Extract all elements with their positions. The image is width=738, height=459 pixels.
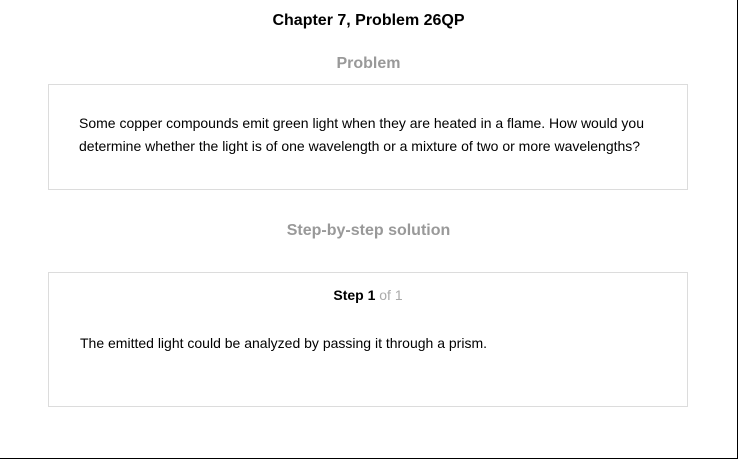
step-total: of 1 <box>379 287 403 303</box>
chapter-title: Chapter 7, Problem 26QP <box>272 12 465 29</box>
step-text: The emitted light could be analyzed by passing it through a prism. <box>80 335 488 351</box>
problem-heading: Problem <box>336 55 401 72</box>
problem-card <box>48 84 688 190</box>
problem-text: Some copper compounds emit green light when they are heated in a flame. How would you determine whether the light is of one wavelength or a mixture of two or more wavelengths? <box>79 115 644 154</box>
step-header <box>49 286 687 304</box>
solution-card <box>48 272 688 407</box>
step-label: Step 1 <box>333 287 376 303</box>
solution-heading: Step-by-step solution <box>286 222 451 239</box>
